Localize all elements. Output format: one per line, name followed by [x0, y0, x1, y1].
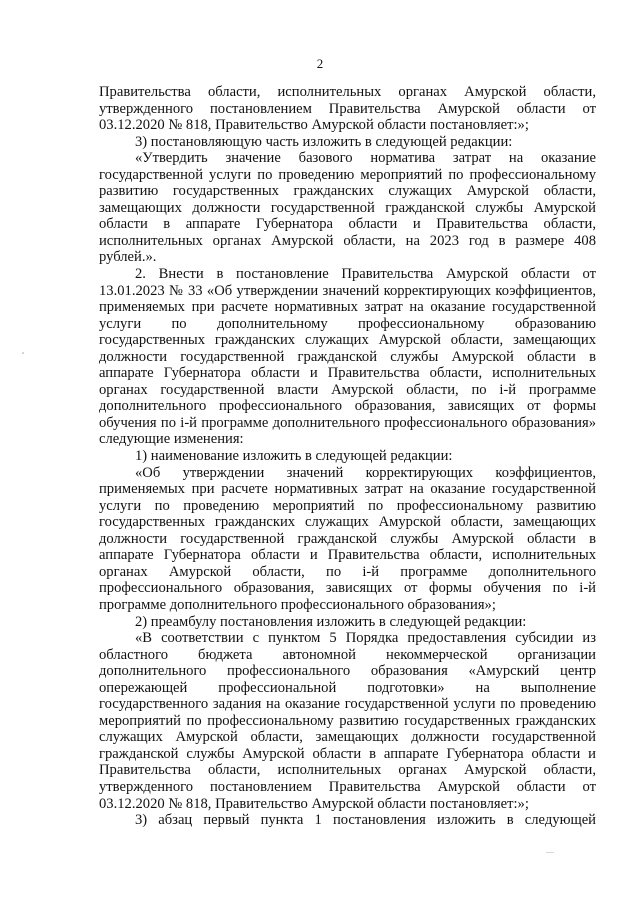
- scan-speck: [22, 352, 24, 354]
- paragraph-preamble-quote: «В соответствии с пунктом 5 Порядка предоставления субсидии из областного бюджета автономной некоммерческой организации дополнительного профессионального образования «Амурский центр опережающей профессиональной подготовки» на выполнение государственного задания на оказание государственной услуги по проведению мероприятий по профессиональному развитию государственных гражданских служащих Амурской области, замещающих должности государственной гражданской службы Амурской области в аппарате Губернатора области и Правительства области, исполнительных органах Амурской области, утвержденного постановлением Правительства Амурской области от 03.12.2020 № 818, Правительство Амурской области постановляет:»;: [99, 630, 596, 812]
- paragraph-item-3-continued: 3) абзац первый пункта 1 постановления изложить в следующей: [135, 812, 596, 829]
- page-number: 2: [316, 56, 324, 71]
- paragraph-section-2: 2. Внести в постановление Правительства Амурской области от 13.01.2023 № 33 «Об утверждении значений корректирующих коэффициентов, применяемых при расчете нормативных затрат на оказание государственной услуги по дополнительному профессиональному образованию государственных гражданских служащих Амурской области, замещающих должности государственной гражданской службы Амурской области в аппарате Губернатора области и Правительства области, исполнительных органах государственной власти Амурской области, по i-й программе дополнительного профессионального образования, зависящих от формы обучения по i-й программе дополнительного профессионального образования» следующие изменения:: [99, 266, 596, 448]
- scan-mark: [546, 852, 554, 853]
- paragraph-title-quote: «Об утверждении значений корректирующих коэффициентов, применяемых при расчете нормативных затрат на оказание государственной услуги по проведению мероприятий по профессиональному развитию государственных гражданских служащих Амурской области, замещающих должности государственной гражданской службы Амурской области в аппарате Губернатора области и Правительства области, исполнительных органах Амурской области, по i-й программе дополнительного профессионального образования, зависящих от формы обучения по i-й программе дополнительного профессионального образования»;: [99, 464, 596, 613]
- paragraph-base-norm-quote: «Утвердить значение базового норматива затрат на оказание государственной услуги по проведению мероприятий по профессиональному развитию государственных гражданских служащих Амурской области, замещающих должности государственной гражданской службы Амурской области в аппарате Губернатора области и Правительства области, исполнительных органах Амурской области, на 2023 год в размере 408 рублей.».: [99, 150, 596, 266]
- paragraph-item-3-heading: 3) постановляющую часть изложить в следующей редакции:: [135, 133, 513, 150]
- paragraph-continuation-preamble: Правительства области, исполнительных органах Амурской области, утвержденного постановлением Правительства Амурской области от 03.12.2020 № 818, Правительство Амурской области постановляет:»;: [99, 84, 596, 134]
- paragraph-item-2-heading: 2) преамбулу постановления изложить в следующей редакции:: [135, 613, 527, 630]
- paragraph-item-1-heading: 1) наименование изложить в следующей редакции:: [135, 448, 453, 465]
- document-body: [99, 84, 596, 829]
